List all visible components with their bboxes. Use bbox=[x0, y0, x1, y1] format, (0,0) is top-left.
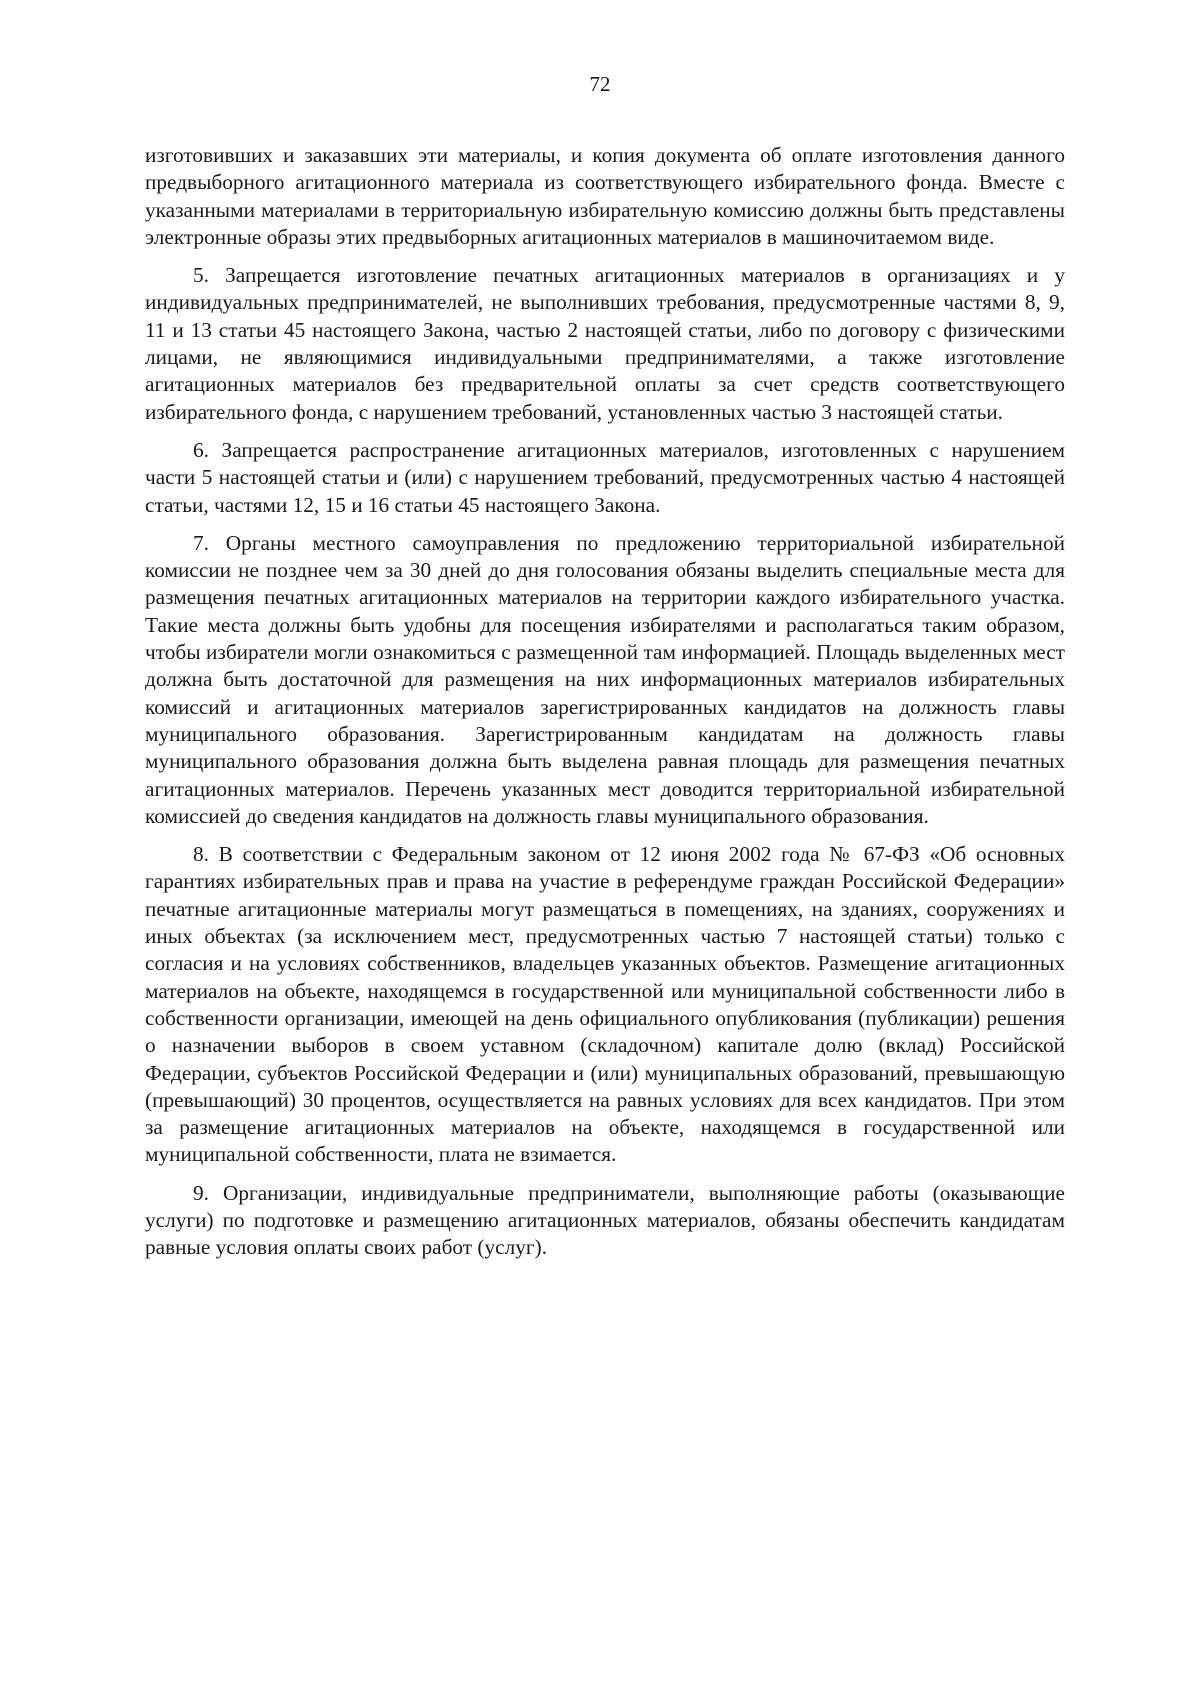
document-body bbox=[145, 142, 1065, 1273]
paragraph-item-6: 6. Запрещается распространение агитационных материалов, изготовленных с нарушением части 5 настоящей статьи и (или) с нарушением требований, предусмотренных частью 4 настоящей статьи, частями 12, 15 и 16 статьи 45 настоящего Закона. bbox=[145, 437, 1065, 517]
paragraph-continuation: изготовивших и заказавших эти материалы, и копия документа об оплате изготовления данного предвыборного агитационного материала из соответствующего избирательного фонда. Вместе с указанными материалами в территориальную избирательную комиссию должны быть представлены электронные образы этих предвыборных агитационных материалов в машиночитаемом виде. bbox=[145, 143, 1065, 249]
page-number: 72 bbox=[589, 72, 611, 96]
paragraph-item-5: 5. Запрещается изготовление печатных агитационных материалов в организациях и у индивидуальных предпринимателей, не выполнивших требования, предусмотренные частями 8, 9, 11 и 13 статьи 45 настоящего Закона, частью 2 настоящей статьи, либо по договору с физическими лицами, не являющимися индивидуальными предпринимателями, а также изготовление агитационных материалов без предварительной оплаты за счет средств соответствующего избирательного фонда, с нарушением требований, установленных частью 3 настоящей статьи. bbox=[145, 263, 1065, 424]
paragraph-item-9: 9. Организации, индивидуальные предприниматели, выполняющие работы (оказывающие услуги) по подготовке и размещению агитационных материалов, обязаны обеспечить кандидатам равные условия оплаты своих работ (услуг). bbox=[145, 1180, 1065, 1260]
paragraph-item-7: 7. Органы местного самоуправления по предложению территориальной избирательной комиссии не позднее чем за 30 дней до дня голосования обязаны выделить специальные места для размещения печатных агитационных материалов на территории каждого избирательного участка. Такие места должны быть удобны для посещения избирателями и располагаться таким образом, чтобы избиратели могли ознакомиться с размещенной там информацией. Площадь выделенных мест должна быть достаточной для размещения на них информационных материалов избирательных комиссий и агитационных материалов зарегистрированных кандидатов на должность главы муниципального образования. Зарегистрированным кандидатам на должность главы муниципального образования должна быть выделена равная площадь для размещения печатных агитационных материалов. Перечень указанных мест доводится территориальной избирательной комиссией до сведения кандидатов на должность главы муниципального образования. bbox=[145, 530, 1065, 828]
paragraph-item-8: 8. В соответствии с Федеральным законом от 12 июня 2002 года № 67-ФЗ «Об основных гарантиях избирательных прав и права на участие в референдуме граждан Российской Федерации» печатные агитационные материалы могут размещаться в помещениях, на зданиях, сооружениях и иных объектах (за исключением мест, предусмотренных частью 7 настоящей статьи) только с согласия и на условиях собственников, владельцев указанных объектов. Размещение агитационных материалов на объекте, находящемся в государственной или муниципальной собственности либо в собственности организации, имеющей на день официального опубликования (публикации) решения о назначении выборов в своем уставном (складочном) капитале долю (вклад) Российской Федерации, субъектов Российской Федерации и (или) муниципальных образований, превышающую (превышающий) 30 процентов, осуществляется на равных условиях для всех кандидатов. При этом за размещение агитационных материалов на объекте, находящемся в государственной или муниципальной собственности, плата не взимается. bbox=[145, 842, 1065, 1167]
